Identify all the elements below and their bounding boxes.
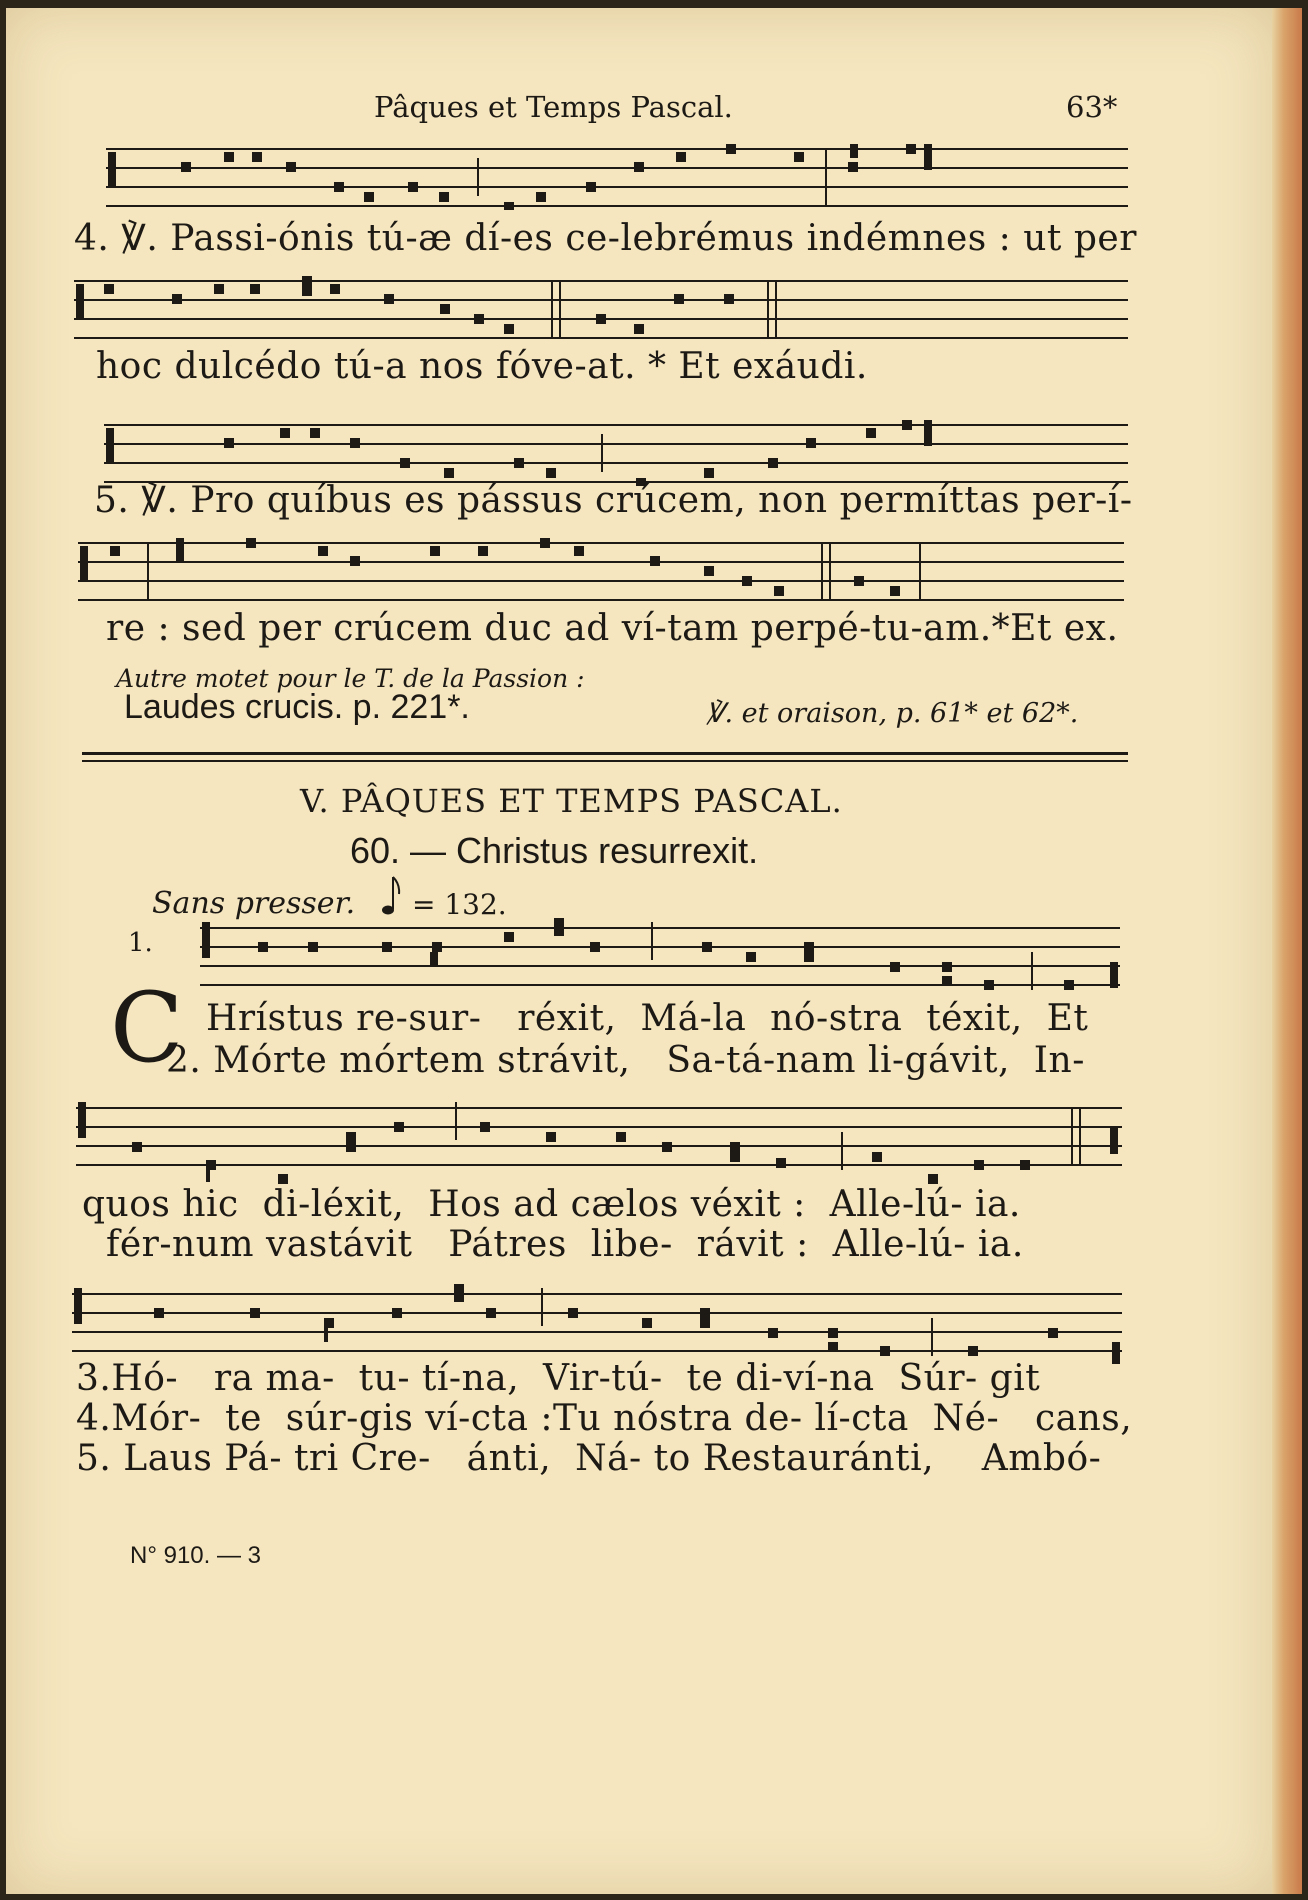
- tempo-value: = 132.: [412, 888, 507, 921]
- laudes-crucis-reference: Laudes crucis. p. 221*.: [124, 688, 470, 726]
- section-divider-bottom: [82, 760, 1128, 762]
- chant-staff-6: [76, 1098, 1122, 1188]
- hymn-stanza-4-line-1: 4.Mór- te súr-gis ví-cta :Tu nóstra de- lí-cta Né- cans,: [76, 1398, 1133, 1439]
- eighth-note-icon: [382, 874, 402, 920]
- other-motet-note: Autre motet pour le T. de la Passion :: [116, 664, 585, 693]
- chant-staff-4: [78, 538, 1124, 612]
- oraison-reference: ℣. et oraison, p. 61* et 62*.: [706, 698, 1079, 729]
- scanned-page: [6, 8, 1272, 1894]
- hymn-stanza-2-line-2: fér-num vastávit Pátres libe- rávit : Alle-lú- ia.: [106, 1224, 1024, 1265]
- hymn-stanza-5-line-1: 5. Laus Pá- tri Cre- ánti, Ná- to Restauránti, Ambó-: [76, 1438, 1102, 1479]
- verse-4-line-2: hoc dulcédo tú-a nos fóve-at. * Et exáudi.: [96, 346, 868, 387]
- page-number: 63*: [1066, 90, 1118, 124]
- verse-4-line-1: 4. ℣. Passi-ónis tú-æ dí-es ce-lebrémus indémnes : ut per: [74, 218, 1137, 259]
- hymn-stanza-1-line-1: Hrístus re-sur- réxit, Má-la nó-stra téxit, Et: [206, 998, 1089, 1039]
- hymn-stanza-1-line-2: 2. Mórte mórtem strávit, Sa-tá-nam li-gávit, In-: [166, 1040, 1085, 1081]
- running-title: Pâques et Temps Pascal.: [374, 90, 733, 124]
- printer-signature: N° 910. — 3: [130, 1542, 261, 1569]
- chant-staff-1: [106, 144, 1128, 214]
- hymn-stanza-2-line-1: quos hic di-léxit, Hos ad cælos véxit : Alle-lú- ia.: [82, 1184, 1021, 1225]
- piece-title: 60. — Christus resurrexit.: [350, 830, 759, 871]
- section-title: V. PÂQUES ET TEMPS PASCAL.: [300, 782, 843, 820]
- verse-number-1: 1.: [128, 928, 153, 958]
- chant-staff-2: [74, 276, 1128, 346]
- hymn-stanza-3-line-1: 3.Hó- ra ma- tu- tí-na, Vir-tú- te di-ví-na Súr- git: [76, 1358, 1041, 1399]
- section-divider-top: [82, 752, 1128, 755]
- chant-staff-5: [200, 918, 1120, 998]
- verse-5-line-1: 5. ℣. Pro quíbus es pássus crúcem, non permíttas per-í-: [94, 480, 1133, 521]
- drop-cap-letter: C: [110, 972, 184, 1084]
- verse-5-line-2: re : sed per crúcem duc ad ví-tam perpé-tu-am.*Et ex.: [106, 608, 1119, 649]
- page-edge: [1272, 8, 1302, 1894]
- tempo-label: Sans presser.: [152, 886, 356, 921]
